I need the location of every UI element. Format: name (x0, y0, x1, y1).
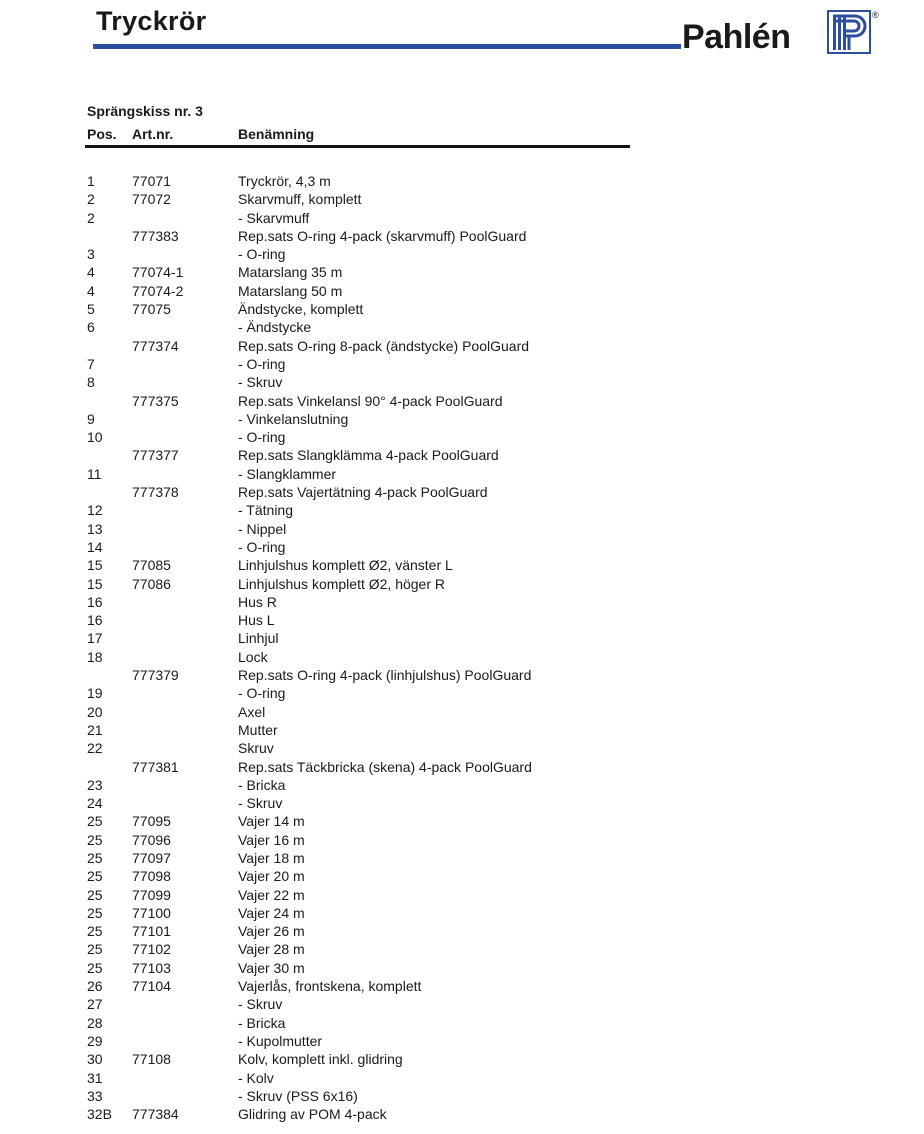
section-title: Sprängskiss nr. 3 (87, 103, 203, 119)
part-name: Kolv, komplett inkl. glidring (238, 1051, 403, 1068)
part-name: - O-ring (238, 246, 286, 263)
part-pos: 21 (87, 721, 103, 738)
part-name: - Slangklammer (238, 465, 337, 482)
table-row (87, 1014, 647, 1032)
part-pos: 5 (87, 301, 95, 318)
part-name: Rep.sats Slangklämma 4-pack PoolGuard (238, 447, 499, 464)
part-pos: 27 (87, 996, 103, 1013)
part-name: - Skruv (238, 374, 283, 391)
part-pos: 15 (87, 575, 103, 592)
part-art-number: 777384 (132, 1106, 179, 1123)
part-art-number: 77071 (132, 173, 171, 189)
table-row (87, 648, 647, 666)
table-row (87, 227, 647, 245)
part-name: Matarslang 35 m (238, 264, 343, 281)
part-pos: 25 (87, 941, 103, 958)
table-row (87, 538, 647, 556)
table-row (87, 446, 647, 464)
part-name: Rep.sats O-ring 4-pack (linhjulshus) PoolGuard (238, 667, 532, 684)
part-art-number: 777374 (132, 337, 179, 354)
table-row (87, 1105, 647, 1123)
table-row (87, 465, 647, 483)
table-row (87, 977, 647, 995)
table-row (87, 410, 647, 428)
part-name: - Bricka (238, 1014, 286, 1031)
part-pos: 14 (87, 538, 103, 555)
table-row (87, 629, 647, 647)
table-row (87, 922, 647, 940)
part-art-number: 77074-2 (132, 282, 184, 299)
part-name: Vajerlås, frontskena, komplett (238, 978, 422, 995)
part-name: Vajer 24 m (238, 904, 305, 921)
part-art-number: 77097 (132, 849, 171, 866)
table-row (87, 483, 647, 501)
part-art-number: 77103 (132, 959, 171, 976)
table-row (87, 520, 647, 538)
part-art-number: 77108 (132, 1051, 171, 1068)
part-name: - Skruv (PSS 6x16) (238, 1087, 358, 1104)
part-pos: 31 (87, 1069, 103, 1086)
column-header-pos: Pos. (87, 126, 117, 142)
part-name: Vajer 30 m (238, 959, 305, 976)
table-row (87, 337, 647, 355)
part-name: Mutter (238, 721, 278, 738)
table-row (87, 611, 647, 629)
table-row (87, 392, 647, 410)
table-row (87, 318, 647, 336)
table-row (87, 940, 647, 958)
table-row (87, 501, 647, 519)
table-row (87, 556, 647, 574)
part-name: - Kupolmutter (238, 1032, 323, 1049)
table-row (87, 776, 647, 794)
part-pos: 26 (87, 978, 103, 995)
part-pos: 17 (87, 630, 103, 647)
part-name: Vajer 28 m (238, 941, 305, 958)
part-pos: 1 (87, 173, 95, 189)
part-pos: 24 (87, 795, 103, 812)
part-name: Vajer 26 m (238, 923, 305, 940)
table-row (87, 1087, 647, 1105)
part-name: Rep.sats O-ring 8-pack (ändstycke) PoolGuard (238, 337, 530, 354)
table-row (87, 703, 647, 721)
table-row (87, 739, 647, 757)
table-row (87, 593, 647, 611)
part-name: Matarslang 50 m (238, 282, 343, 299)
part-art-number: 77102 (132, 941, 171, 958)
part-art-number: 77101 (132, 923, 171, 940)
part-pos: 25 (87, 959, 103, 976)
table-row (87, 666, 647, 684)
part-name: - Kolv (238, 1069, 274, 1086)
part-name: Glidring av POM 4-pack (238, 1106, 387, 1123)
part-name: - O-ring (238, 355, 286, 372)
column-header-name: Benämning (238, 126, 315, 142)
part-art-number: 77085 (132, 557, 171, 574)
table-row (87, 684, 647, 702)
part-name: - O-ring (238, 685, 286, 702)
part-art-number: 77075 (132, 301, 171, 318)
table-row (87, 812, 647, 830)
part-name: Linhjulshus komplett Ø2, vänster L (238, 557, 453, 574)
part-name: Rep.sats O-ring 4-pack (skarvmuff) PoolGuard (238, 227, 527, 244)
part-art-number: 777383 (132, 227, 179, 244)
part-pos: 22 (87, 740, 103, 757)
part-art-number: 77099 (132, 886, 171, 903)
part-pos: 20 (87, 703, 103, 720)
part-pos: 4 (87, 282, 95, 299)
part-pos: 3 (87, 246, 95, 263)
table-row (87, 721, 647, 739)
part-pos: 23 (87, 776, 103, 793)
part-art-number: 777379 (132, 667, 179, 684)
part-name: Axel (238, 703, 266, 720)
part-pos: 2 (87, 209, 95, 226)
part-pos: 19 (87, 685, 103, 702)
part-name: - Vinkelanslutning (238, 410, 349, 427)
table-row (87, 172, 647, 190)
part-pos: 29 (87, 1032, 103, 1049)
table-row (87, 867, 647, 885)
part-pos: 6 (87, 319, 95, 336)
table-row (87, 794, 647, 812)
part-name: Hus L (238, 612, 275, 629)
part-pos: 12 (87, 502, 103, 519)
table-row (87, 428, 647, 446)
part-pos: 10 (87, 429, 103, 446)
pahlen-logo-icon (827, 10, 871, 54)
part-name: Vajer 16 m (238, 831, 305, 848)
table-row (87, 849, 647, 867)
part-pos: 15 (87, 557, 103, 574)
part-name: Rep.sats Täckbricka (skena) 4-pack PoolGuard (238, 758, 532, 775)
part-pos: 30 (87, 1051, 103, 1068)
part-art-number: 77104 (132, 978, 171, 995)
part-pos: 18 (87, 648, 103, 665)
part-art-number: 77096 (132, 831, 171, 848)
part-art-number: 777381 (132, 758, 179, 775)
table-row (87, 209, 647, 227)
registered-mark: ® (872, 10, 879, 20)
table-row (87, 300, 647, 318)
part-pos: 11 (87, 465, 102, 482)
part-name: Vajer 14 m (238, 813, 305, 830)
part-name: Linhjul (238, 630, 279, 647)
part-pos: 25 (87, 886, 103, 903)
table-row (87, 190, 647, 208)
part-name: Ändstycke, komplett (238, 301, 364, 318)
part-name: - O-ring (238, 538, 286, 555)
table-row (87, 959, 647, 977)
part-pos: 16 (87, 612, 103, 629)
part-art-number: 77072 (132, 191, 171, 208)
table-row (87, 373, 647, 391)
table-row (87, 1050, 647, 1068)
part-name: - Ändstycke (238, 319, 312, 336)
part-pos: 25 (87, 831, 103, 848)
table-row (87, 831, 647, 849)
part-art-number: 77074-1 (132, 264, 184, 281)
table-row (87, 904, 647, 922)
part-name: Tryckrör, 4,3 m (238, 173, 331, 189)
column-header-art: Art.nr. (132, 126, 174, 142)
part-name: Vajer 18 m (238, 849, 305, 866)
part-pos: 4 (87, 264, 95, 281)
part-name: - Bricka (238, 776, 286, 793)
part-name: Skarvmuff, komplett (238, 191, 362, 208)
part-name: - Nippel (238, 520, 287, 537)
part-name: - O-ring (238, 429, 286, 446)
part-art-number: 77095 (132, 813, 171, 830)
part-pos: 25 (87, 868, 103, 885)
part-pos: 7 (87, 355, 95, 372)
part-name: Vajer 20 m (238, 868, 305, 885)
document-title: Tryckrör (96, 6, 207, 36)
table-row (87, 575, 647, 593)
part-pos: 25 (87, 904, 103, 921)
table-row (87, 245, 647, 263)
part-pos: 13 (87, 520, 103, 537)
part-pos: 8 (87, 374, 95, 391)
part-pos: 25 (87, 849, 103, 866)
table-row (87, 995, 647, 1013)
table-row (87, 263, 647, 281)
part-pos: 2 (87, 191, 95, 208)
part-art-number: 77100 (132, 904, 171, 921)
part-pos: 28 (87, 1014, 103, 1031)
part-name: Hus R (238, 593, 277, 610)
table-row (87, 758, 647, 776)
brand-name: Pahlén (682, 18, 791, 56)
part-name: Vajer 22 m (238, 886, 305, 903)
part-name: - Skruv (238, 996, 283, 1013)
part-pos: 9 (87, 410, 95, 427)
part-name: Rep.sats Vajertätning 4-pack PoolGuard (238, 484, 488, 501)
part-art-number: 777377 (132, 447, 179, 464)
part-name: Skruv (238, 740, 274, 757)
part-name: - Skruv (238, 795, 283, 812)
part-pos: 32B (87, 1106, 112, 1123)
table-row (87, 1069, 647, 1087)
table-row (87, 1032, 647, 1050)
part-name: Lock (238, 648, 268, 665)
title-rule (93, 44, 681, 49)
parts-list (87, 172, 647, 1123)
table-header (87, 126, 631, 142)
part-name: Rep.sats Vinkelansl 90° 4-pack PoolGuard (238, 392, 503, 409)
part-pos: 25 (87, 923, 103, 940)
table-row (87, 282, 647, 300)
header-rule (85, 145, 630, 148)
table-row (87, 886, 647, 904)
table-row (87, 355, 647, 373)
part-name: Linhjulshus komplett Ø2, höger R (238, 575, 445, 592)
part-art-number: 777378 (132, 484, 179, 501)
part-pos: 33 (87, 1087, 103, 1104)
part-art-number: 777375 (132, 392, 179, 409)
part-pos: 16 (87, 593, 103, 610)
part-name: - Skarvmuff (238, 209, 310, 226)
part-art-number: 77098 (132, 868, 171, 885)
part-name: - Tätning (238, 502, 293, 519)
part-art-number: 77086 (132, 575, 171, 592)
part-pos: 25 (87, 813, 103, 830)
